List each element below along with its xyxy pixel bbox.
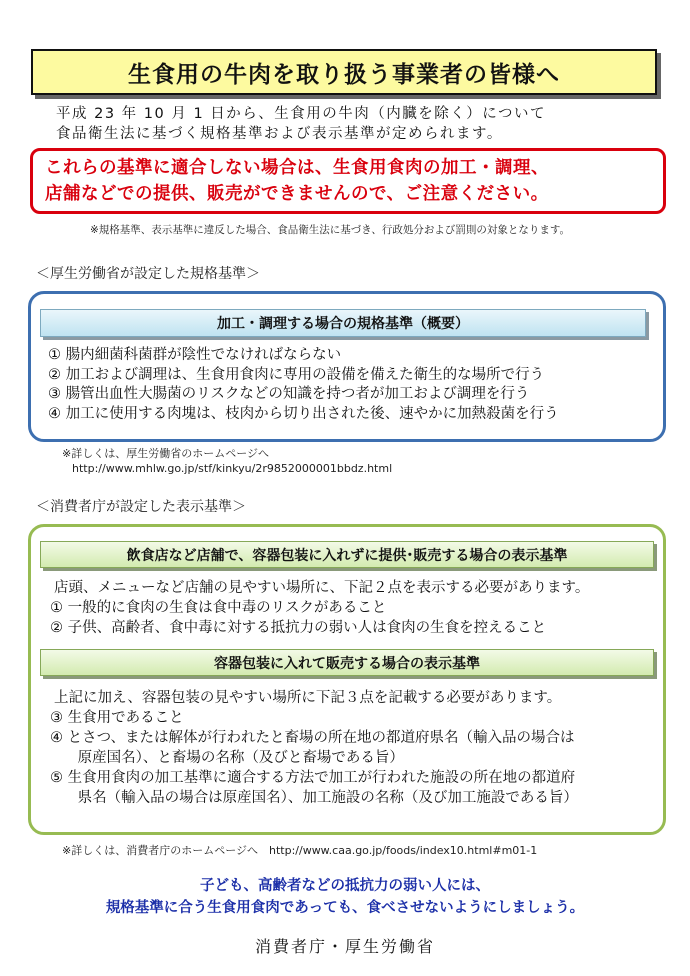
caa-packaged-heading: 容器包装に入れて販売する場合の表示基準 bbox=[40, 649, 654, 676]
warning-line-1: これらの基準に適合しない場合は、生食用食肉の加工・調理、 bbox=[45, 158, 549, 178]
list-item: ② 子供、高齢者、食中毒に対する抵抗力の弱い人は食肉の生食を控えること bbox=[50, 620, 547, 636]
closing-message bbox=[0, 875, 690, 919]
intro-line-2: 食品衛生法に基づく規格基準および表示基準が定められます。 bbox=[56, 126, 503, 142]
list-item: ④ 加工に使用する肉塊は、枝肉から切り出された後、速やかに加熱殺菌を行う bbox=[48, 405, 559, 422]
caa-restaurant-heading: 飲食店など店舗で、容器包装に入れずに提供･販売する場合の表示基準 bbox=[40, 541, 654, 568]
mhlw-standards-heading: 加工・調理する場合の規格基準（概要） bbox=[40, 309, 646, 337]
list-item: ⑤ 生食用食肉の加工基準に適合する方法で加工が行われた施設の所在地の都道府 bbox=[50, 770, 576, 786]
caa-restaurant-list bbox=[50, 578, 660, 638]
list-item: ① 腸内細菌科菌群が陰性でなければならない bbox=[48, 347, 342, 363]
list-item: ① 一般的に食肉の生食は食中毒のリスクがあること bbox=[50, 600, 387, 616]
warning-line-2: 店舗などでの提供、販売ができませんので、ご注意ください。 bbox=[45, 184, 549, 204]
caa-packaged-list bbox=[50, 688, 660, 808]
caa-restaurant-intro: 店頭、メニューなど店舗の見やすい場所に、下記２点を表示する必要があります。 bbox=[54, 580, 590, 596]
list-item: ③ 腸管出血性大腸菌のリスクなどの知識を持つ者が加工および調理を行う bbox=[48, 386, 530, 402]
mhlw-standards-list bbox=[48, 346, 658, 424]
list-item: ④ とさつ、または解体が行われたと畜場の所在地の都道府県名（輸入品の場合は bbox=[50, 730, 575, 746]
mhlw-url-link[interactable]: http://www.mhlw.go.jp/stf/kinkyu/2r9852000001bbdz.html bbox=[72, 462, 393, 475]
list-item: 原産国名）、と畜場の名称（及びと畜場である旨） bbox=[50, 750, 404, 766]
page-title: 生食用の牛肉を取り扱う事業者の皆様へ bbox=[31, 49, 657, 95]
warning-box bbox=[30, 148, 666, 214]
list-item: ② 加工および調理は、生食用食肉に専用の設備を備えた衛生的な場所で行う bbox=[48, 366, 545, 383]
closing-line-1: 子ども、高齢者などの抵抗力の弱い人には、 bbox=[200, 878, 490, 894]
list-item: 県名（輸入品の場合は原産国名）、加工施設の名称（及び加工施設である旨） bbox=[50, 790, 578, 806]
footer-agencies: 消費者庁・厚生労働省 bbox=[254, 937, 435, 956]
penalty-note: ※規格基準、表示基準に違反した場合、食品衛生法に基づき、行政処分および罰則の対象となります。 bbox=[90, 224, 571, 236]
mhlw-link-note bbox=[62, 446, 392, 476]
mhlw-section-label: ＜厚生労働省が設定した規格基準＞ bbox=[36, 266, 260, 282]
caa-link-note: ※詳しくは、消費者庁のホームページへ http://www.caa.go.jp/foods/index10.html#m01-1 bbox=[62, 844, 538, 857]
list-item: ③ 生食用であること bbox=[50, 710, 184, 726]
closing-line-2: 規格基準に合う生食用食肉であっても、食べさせないようにしましょう。 bbox=[105, 900, 585, 916]
intro-text bbox=[56, 104, 656, 144]
mhlw-note-text: ※詳しくは、厚生労働省のホームページへ bbox=[62, 447, 269, 460]
caa-packaged-intro: 上記に加え、容器包装の見やすい場所に下記３点を記載する必要があります。 bbox=[54, 690, 562, 706]
intro-line-1: 平成 23 年 10 月 1 日から、生食用の牛肉（内臓を除く）について bbox=[56, 106, 546, 122]
caa-section-label: ＜消費者庁が設定した表示基準＞ bbox=[36, 499, 246, 515]
